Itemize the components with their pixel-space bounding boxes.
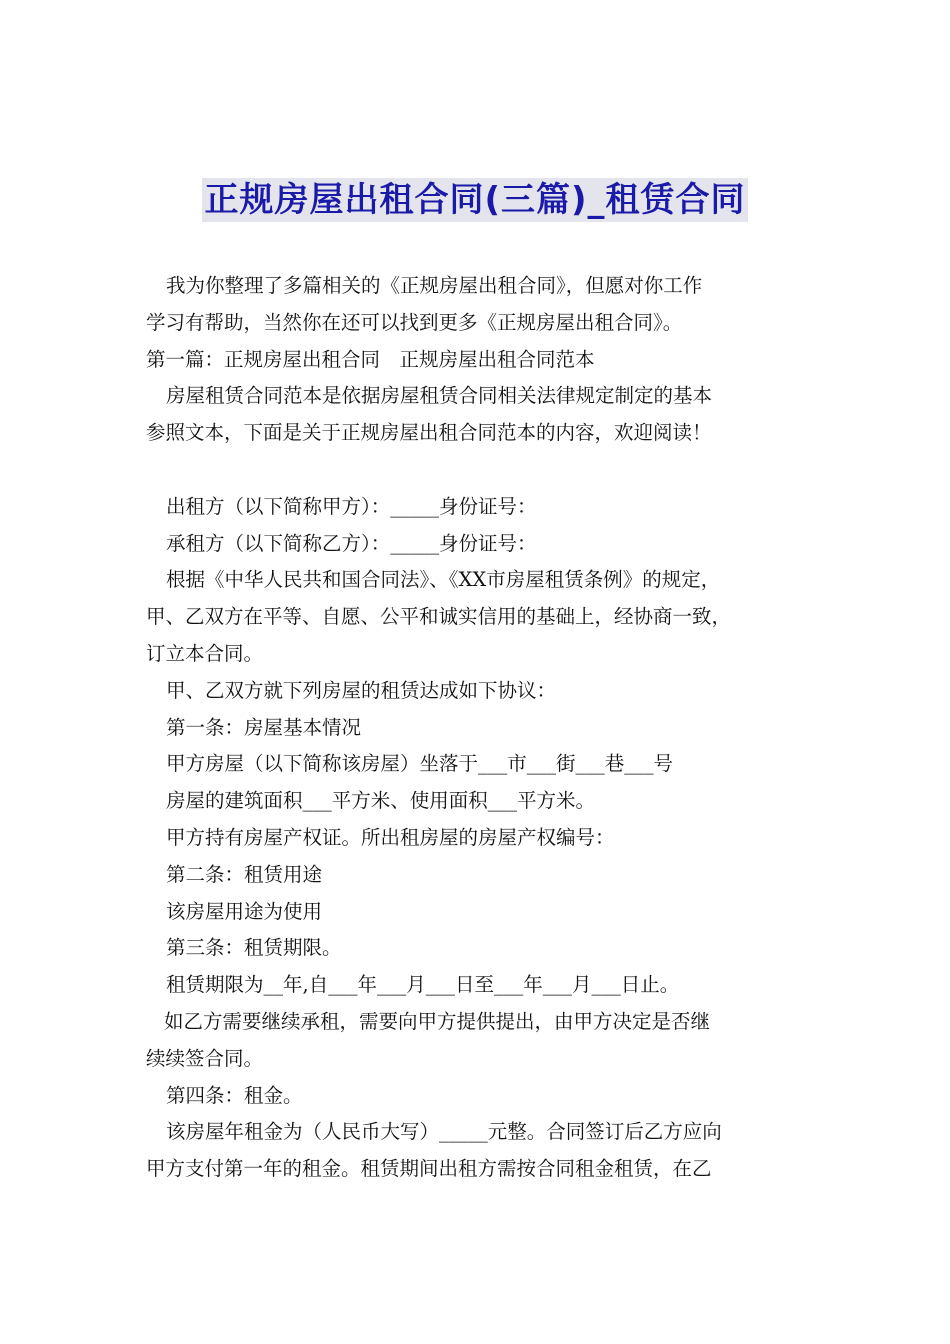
section-heading: 第一篇：正规房屋出租合同 正规房屋出租合同范本 [146, 347, 595, 371]
paragraph-line: 参照文本，下面是关于正规房屋出租合同范本的内容，欢迎阅读！ [146, 421, 712, 445]
paragraph-line: 租赁期限为__年,自___年___月___日至___年___月___日止。 [166, 973, 680, 997]
paragraph-line: 该房屋用途为使用 [166, 899, 323, 923]
paragraph-line: 甲方房屋（以下简称该房屋）坐落于___市___街___巷___号 [166, 752, 674, 776]
paragraph-line: 订立本合同。 [146, 641, 264, 665]
paragraph-line: 甲方持有房屋产权证。所出租房屋的房屋产权编号： [166, 825, 615, 849]
clause-heading: 第三条：租赁期限。 [166, 936, 342, 960]
paragraph-line: 房屋的建筑面积___平方米、使用面积___平方米。 [166, 789, 596, 813]
paragraph-line: 出租方（以下简称甲方）：_____身份证号： [166, 494, 537, 518]
paragraph-line: 房屋租赁合同范本是依据房屋租赁合同相关法律规定制定的基本 [166, 384, 713, 408]
paragraph-line: 甲、乙双方就下列房屋的租赁达成如下协议： [166, 678, 557, 702]
paragraph-line: 根据《中华人民共和国合同法》、《XX市房屋租赁条例》的规定， [166, 568, 721, 592]
document-body [146, 268, 826, 1188]
paragraph-line: 甲方支付第一年的租金。租赁期间出租方需按合同租金租赁，在乙 [146, 1157, 712, 1181]
blank-line [146, 452, 826, 489]
paragraph-line: 如乙方需要继续承租，需要向甲方提供提出，由甲方决定是否继 [164, 1009, 711, 1033]
paragraph-line: 我为你整理了多篇相关的《正规房屋出租合同》，但愿对你工作 [166, 274, 703, 297]
paragraph-line: 续续签合同。 [146, 1046, 264, 1070]
paragraph-line: 承租方（以下简称乙方）：_____身份证号： [166, 531, 537, 555]
paragraph-line: 该房屋年租金为（人民币大写）_____元整。合同签订后乙方应向 [166, 1120, 722, 1144]
clause-heading: 第一条：房屋基本情况 [166, 715, 362, 739]
title-container [0, 178, 950, 222]
clause-heading: 第二条：租赁用途 [166, 862, 323, 886]
paragraph-line: 学习有帮助，当然你在还可以找到更多《正规房屋出租合同》。 [146, 310, 683, 334]
document-title: 正规房屋出租合同(三篇)_租赁合同 [204, 180, 746, 220]
paragraph-line: 甲、乙双方在平等、自愿、公平和诚实信用的基础上，经协商一致， [146, 605, 732, 629]
clause-heading: 第四条：租金。 [166, 1083, 303, 1107]
